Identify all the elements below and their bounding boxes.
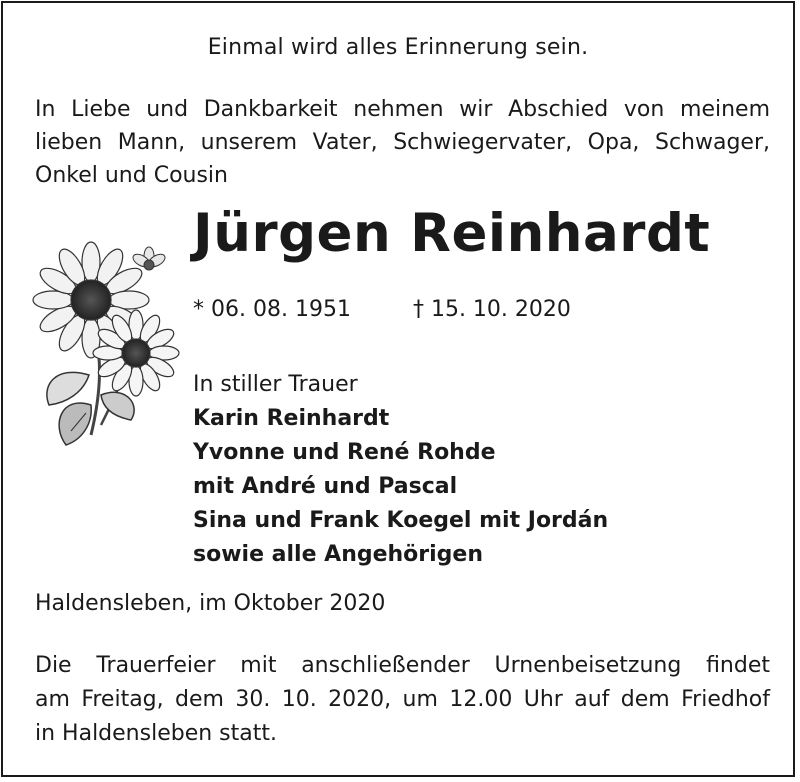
mourner: Karin Reinhardt [193,406,390,431]
mourning-label: In stiller Trauer [193,372,358,397]
mourner: mit André und Pascal [193,474,458,499]
mourners-list [193,368,608,572]
birth-date: * 06. 08. 1951 [193,297,351,322]
motto: Einmal wird alles Erinnerung sein. [207,35,589,60]
funeral-line: Die Trauerfeier mit anschließender Urnenbeisetzung findet [35,653,770,678]
intro-line: In Liebe und Dankbarkeit nehmen wir Abschied von meinem [35,97,770,122]
funeral-line: in Haldensleben statt. [35,721,277,746]
funeral-info [35,649,770,751]
death-date: † 15. 10. 2020 [412,297,571,322]
life-dates [193,297,571,322]
deceased-name: Jürgen Reinhardt [193,203,711,264]
intro-line: Onkel und Cousin [35,163,228,188]
mourner: sowie alle Angehörigen [193,542,484,567]
sunflower-illustration [31,235,181,465]
place-date: Haldensleben, im Oktober 2020 [35,591,386,616]
obituary-notice [1,1,795,777]
funeral-line: am Freitag, dem 30. 10. 2020, um 12.00 Uhr auf dem Friedhof [35,687,770,712]
intro-text [35,93,770,192]
intro-line: lieben Mann, unserem Vater, Schwiegervater, Opa, Schwager, [35,130,770,155]
mourner: Sina und Frank Koegel mit Jordán [193,508,609,533]
mourner: Yvonne und René Rohde [193,440,496,465]
